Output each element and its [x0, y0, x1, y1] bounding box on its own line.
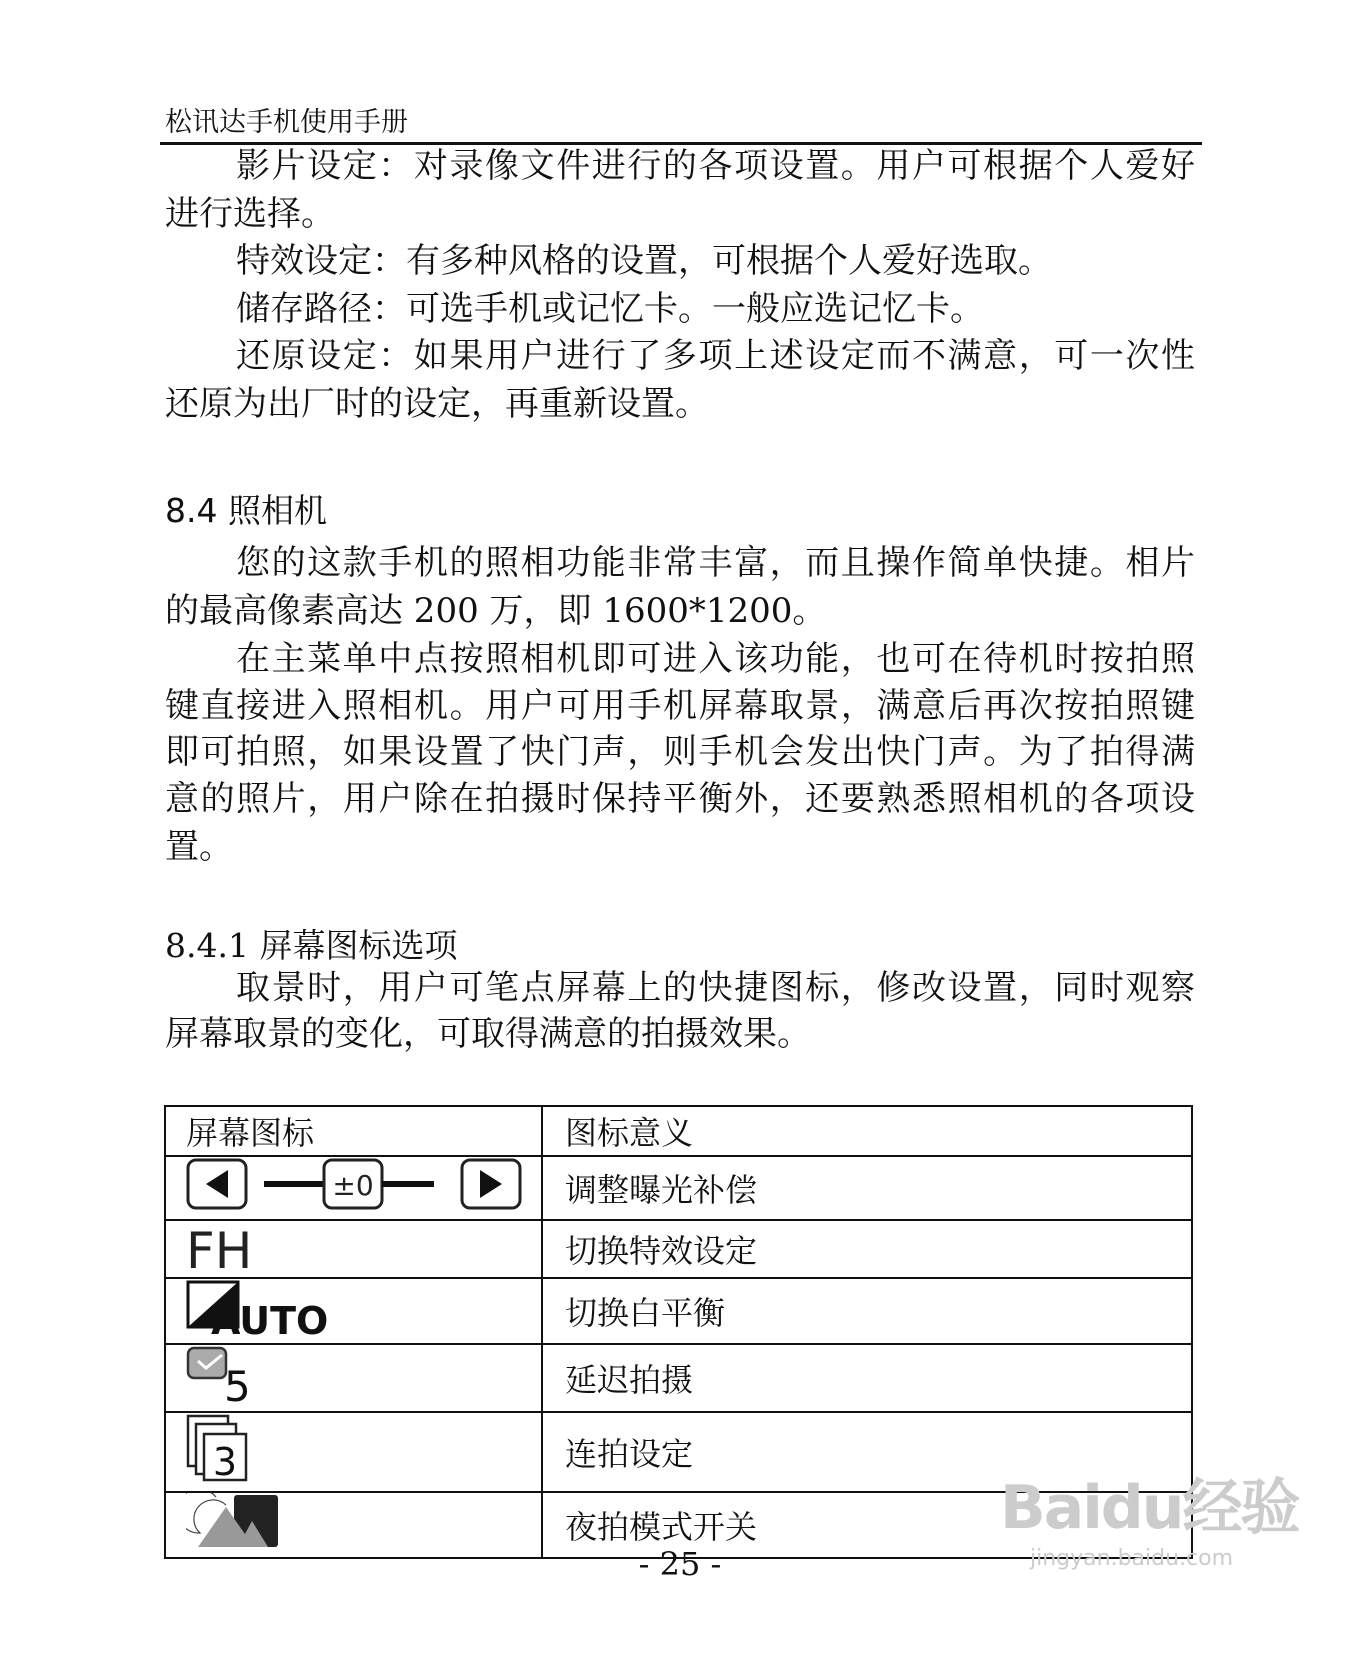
table-row — [165, 1344, 1192, 1412]
icon-meaning: 调整曝光补偿 — [542, 1156, 1192, 1220]
svg-text:5: 5 — [224, 1362, 251, 1403]
svg-text:3: 3 — [212, 1440, 238, 1483]
paragraph-line: 您的这款手机的照相功能非常丰富，而且操作简单快捷。相片 — [236, 543, 1195, 583]
paragraph-line: 储存路径：可选手机或记忆卡。一般应选记忆卡。 — [236, 289, 984, 329]
watermark-logo: Baidu经验 — [1000, 1473, 1299, 1543]
paragraph-line: 在主菜单中点按照相机即可进入该功能，也可在待机时按拍照 — [236, 639, 1195, 679]
white-balance-icon — [165, 1278, 542, 1344]
watermark-url: jingyan.baidu.com — [1030, 1546, 1234, 1571]
icon-meaning: 切换白平衡 — [542, 1278, 1192, 1344]
paragraph-line: 特效设定：有多种风格的设置，可根据个人爱好选取。 — [236, 241, 1052, 281]
table-row — [165, 1156, 1192, 1220]
paragraph-line: 取景时，用户可笔点屏幕上的快捷图标，修改设置，同时观察 — [236, 968, 1195, 1008]
effect-icon — [165, 1220, 542, 1278]
table-row — [165, 1278, 1192, 1344]
paragraph-line: 意的照片，用户除在拍摄时保持平衡外，还要熟悉照相机的各项设 — [165, 779, 1195, 819]
paragraph-line: 屏幕取景的变化，可取得满意的拍摄效果。 — [165, 1014, 811, 1054]
paragraph-line: 的最高像素高达 200 万，即 1600*1200。 — [165, 591, 827, 631]
paragraph-line: 还原设定：如果用户进行了多项上述设定而不满意，可一次性 — [236, 336, 1195, 376]
svg-text:FH: FH — [186, 1222, 253, 1269]
paragraph-line: 即可拍照，如果设置了快门声，则手机会发出快门声。为了拍得满 — [165, 732, 1195, 772]
table-header-row — [165, 1106, 1192, 1156]
paragraph-line: 还原为出厂时的设定，再重新设置。 — [165, 384, 709, 424]
column-header: 屏幕图标 — [165, 1106, 542, 1156]
paragraph-line: 置。 — [165, 827, 233, 867]
icon-meaning: 延迟拍摄 — [542, 1344, 1192, 1412]
column-header: 图标意义 — [542, 1106, 1192, 1156]
header-rule — [160, 142, 1202, 145]
icon-meaning: 连拍设定 — [542, 1412, 1192, 1492]
icon-meaning: 切换特效设定 — [542, 1220, 1192, 1278]
svg-text:±0: ±0 — [332, 1169, 374, 1202]
svg-text:AUTO: AUTO — [211, 1299, 329, 1335]
section-heading: 8.4 照相机 — [165, 491, 327, 530]
running-header: 松讯达手机使用手册 — [165, 107, 408, 138]
paragraph-line: 进行选择。 — [165, 194, 335, 234]
paragraph-line: 影片设定：对录像文件进行的各项设置。用户可根据个人爱好 — [236, 146, 1195, 186]
icon-meaning: 夜拍模式开关 — [542, 1492, 1192, 1558]
exposure-slider-icon — [165, 1156, 542, 1220]
self-timer-icon — [165, 1344, 542, 1412]
table-row — [165, 1220, 1192, 1278]
paragraph-line: 键直接进入照相机。用户可用手机屏幕取景，满意后再次按拍照键 — [165, 686, 1195, 726]
watermark — [1000, 1460, 1298, 1571]
subsection-heading: 8.4.1 屏幕图标选项 — [165, 926, 458, 965]
page-number: - 25 - — [638, 1545, 722, 1583]
burst-icon — [165, 1412, 542, 1492]
